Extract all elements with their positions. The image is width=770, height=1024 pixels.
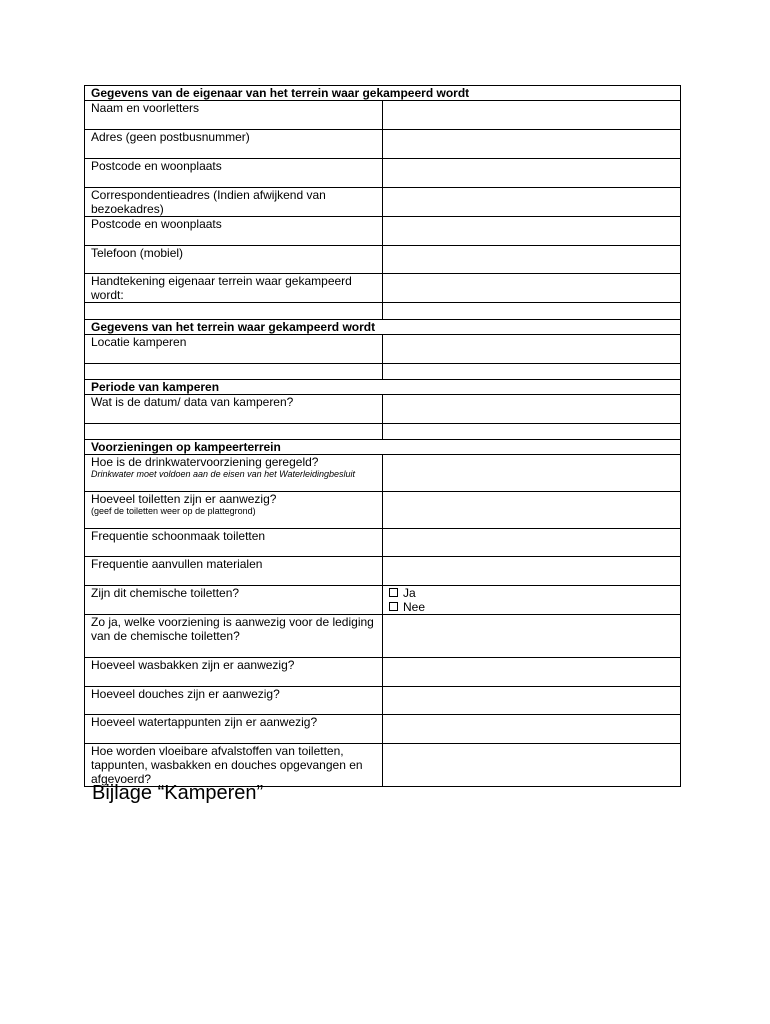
field-note-toilets: (geef de toiletten weer op de plattegrond) bbox=[91, 506, 256, 516]
empty-cell bbox=[85, 303, 383, 320]
application-form-table bbox=[84, 85, 681, 787]
field-label-chemical: Zijn dit chemische toiletten? bbox=[85, 586, 383, 615]
field-note-drinkwater: Drinkwater moet voldoen aan de eisen van het Waterleidingbesluit bbox=[91, 469, 355, 479]
empty-cell bbox=[383, 303, 681, 320]
empty-cell bbox=[85, 424, 383, 440]
field-input-location[interactable] bbox=[383, 335, 681, 364]
field-label-postcode: Postcode en woonplaats bbox=[85, 159, 383, 188]
field-input-dates[interactable] bbox=[383, 395, 681, 424]
field-input-correspondence-postcode[interactable] bbox=[383, 217, 681, 246]
option-label-nee: Nee bbox=[403, 600, 426, 614]
field-input-signature[interactable] bbox=[383, 274, 681, 303]
field-label-cleaning: Frequentie schoonmaak toiletten bbox=[85, 529, 383, 557]
field-input-emptying[interactable] bbox=[383, 615, 681, 658]
field-label-name: Naam en voorletters bbox=[85, 101, 383, 130]
section-title-facilities: Voorzieningen op kampeerterrein bbox=[85, 440, 681, 455]
field-label-location: Locatie kamperen bbox=[85, 335, 383, 364]
option-nee[interactable] bbox=[389, 600, 674, 614]
checkbox-icon[interactable] bbox=[389, 588, 398, 597]
field-label-dates: Wat is de datum/ data van kamperen? bbox=[85, 395, 383, 424]
field-input-supplies[interactable] bbox=[383, 557, 681, 586]
empty-cell bbox=[85, 364, 383, 380]
option-ja[interactable] bbox=[389, 586, 674, 600]
field-label-showers: Hoeveel douches zijn er aanwezig? bbox=[85, 687, 383, 715]
field-drinkwater bbox=[85, 455, 383, 492]
section-title-terrain: Gegevens van het terrein waar gekampeerd wordt bbox=[85, 320, 681, 335]
field-options-chemical bbox=[383, 586, 681, 615]
field-input-name[interactable] bbox=[383, 101, 681, 130]
field-input-waste[interactable] bbox=[383, 744, 681, 787]
field-input-washbasins[interactable] bbox=[383, 658, 681, 687]
checkbox-icon[interactable] bbox=[389, 602, 398, 611]
field-label-emptying: Zo ja, welke voorziening is aanwezig voor de lediging van de chemische toiletten? bbox=[85, 615, 383, 658]
page-footer-title: Bijlage “Kamperen” bbox=[92, 782, 264, 804]
field-input-correspondence-address[interactable] bbox=[383, 188, 681, 217]
field-input-address[interactable] bbox=[383, 130, 681, 159]
field-label-washbasins: Hoeveel wasbakken zijn er aanwezig? bbox=[85, 658, 383, 687]
option-label-ja: Ja bbox=[403, 586, 416, 600]
section-title-period: Periode van kamperen bbox=[85, 380, 681, 395]
section-title-owner: Gegevens van de eigenaar van het terrein waar gekampeerd wordt bbox=[85, 86, 681, 101]
field-label-waste: Hoe worden vloeibare afvalstoffen van toiletten, tappunten, wasbakken en douches opgevangen en afgevoerd? bbox=[85, 744, 383, 787]
field-label-phone: Telefoon (mobiel) bbox=[85, 246, 383, 274]
field-input-cleaning[interactable] bbox=[383, 529, 681, 557]
field-label-signature: Handtekening eigenaar terrein waar gekampeerd wordt: bbox=[85, 274, 383, 303]
field-label-supplies: Frequentie aanvullen materialen bbox=[85, 557, 383, 586]
field-label-toilets: Hoeveel toiletten zijn er aanwezig? bbox=[91, 492, 277, 506]
field-input-showers[interactable] bbox=[383, 687, 681, 715]
field-input-phone[interactable] bbox=[383, 246, 681, 274]
field-input-toilets[interactable] bbox=[383, 492, 681, 529]
field-label-correspondence-postcode: Postcode en woonplaats bbox=[85, 217, 383, 246]
field-label-correspondence-address: Correspondentieadres (Indien afwijkend van bezoekadres) bbox=[85, 188, 383, 217]
field-label-taps: Hoeveel watertappunten zijn er aanwezig? bbox=[85, 715, 383, 744]
field-toilets bbox=[85, 492, 383, 529]
field-input-postcode[interactable] bbox=[383, 159, 681, 188]
empty-cell bbox=[383, 364, 681, 380]
empty-cell bbox=[383, 424, 681, 440]
field-label-address: Adres (geen postbusnummer) bbox=[85, 130, 383, 159]
field-label-drinkwater: Hoe is de drinkwatervoorziening geregeld? bbox=[91, 455, 319, 469]
field-input-drinkwater[interactable] bbox=[383, 455, 681, 492]
field-input-taps[interactable] bbox=[383, 715, 681, 744]
